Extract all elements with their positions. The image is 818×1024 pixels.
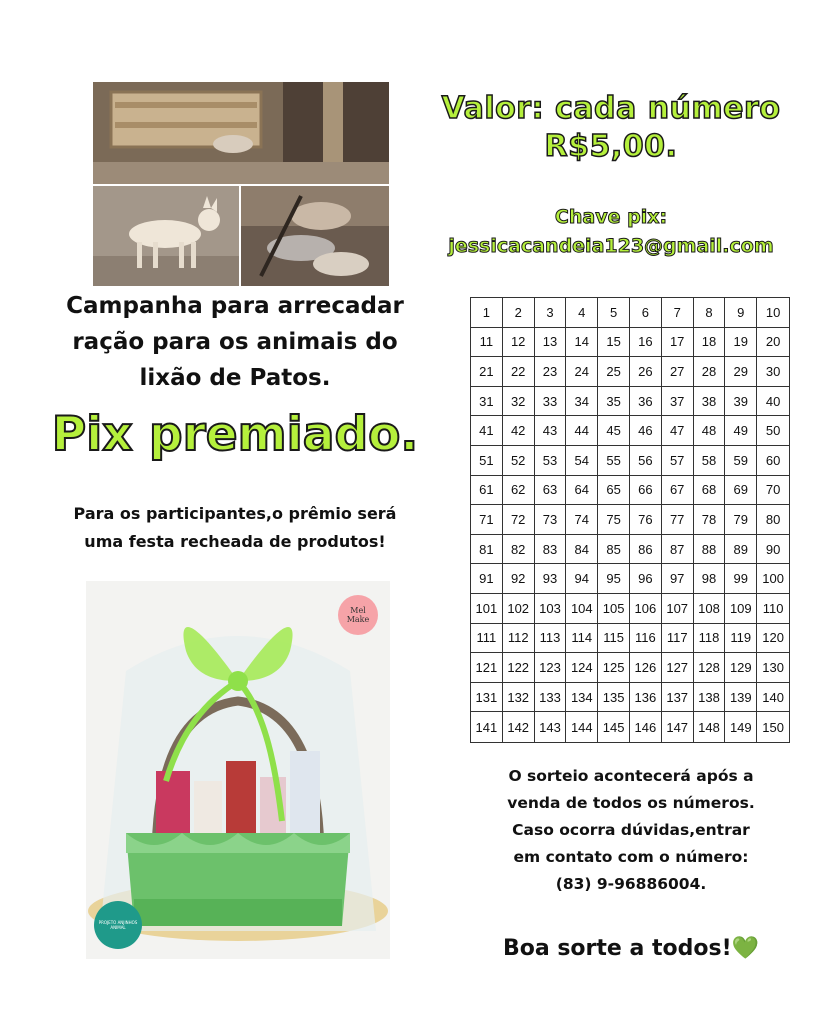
grid-number-cell: 28	[694, 357, 726, 387]
grid-number-cell: 100	[757, 564, 789, 594]
grid-number-cell: 146	[630, 712, 662, 742]
grid-number-cell: 77	[662, 505, 694, 535]
projeto-anjinhos-logo-text: PROJETO ANJINHOS ANIMAL	[98, 920, 138, 930]
grid-number-cell: 115	[598, 624, 630, 654]
grid-number-cell: 40	[757, 387, 789, 417]
grid-number-cell: 94	[566, 564, 598, 594]
grid-number-cell: 74	[566, 505, 598, 535]
pix-key-label: Chave pix:	[554, 206, 668, 228]
grid-number-cell: 86	[630, 535, 662, 565]
campaign-text	[20, 288, 450, 396]
grid-number-cell: 111	[471, 624, 503, 654]
grid-number-cell: 104	[566, 594, 598, 624]
grid-number-cell: 10	[757, 298, 789, 328]
grid-number-cell: 107	[662, 594, 694, 624]
grid-number-cell: 84	[566, 535, 598, 565]
grid-number-cell: 70	[757, 476, 789, 506]
grid-number-cell: 16	[630, 328, 662, 358]
grid-number-cell: 140	[757, 683, 789, 713]
grid-number-cell: 119	[725, 624, 757, 654]
grid-number-cell: 83	[535, 535, 567, 565]
grid-number-cell: 110	[757, 594, 789, 624]
grid-number-cell: 51	[471, 446, 503, 476]
grid-number-cell: 68	[694, 476, 726, 506]
grid-number-cell: 12	[503, 328, 535, 358]
grid-number-cell: 37	[662, 387, 694, 417]
grid-number-cell: 41	[471, 416, 503, 446]
grid-number-cell: 130	[757, 653, 789, 683]
grid-number-cell: 59	[725, 446, 757, 476]
grid-number-cell: 8	[694, 298, 726, 328]
mel-make-logo	[338, 595, 378, 635]
grid-number-cell: 98	[694, 564, 726, 594]
dogs-shelter-photo	[93, 82, 389, 184]
grid-number-cell: 52	[503, 446, 535, 476]
grid-number-cell: 47	[662, 416, 694, 446]
grid-number-cell: 42	[503, 416, 535, 446]
headline: Pix premiado.	[51, 407, 419, 462]
grid-number-cell: 122	[503, 653, 535, 683]
grid-number-cell: 14	[566, 328, 598, 358]
dogs-eating-photo	[241, 186, 389, 286]
grid-number-cell: 4	[566, 298, 598, 328]
grid-number-cell: 134	[566, 683, 598, 713]
grid-number-cell: 11	[471, 328, 503, 358]
grid-number-cell: 44	[566, 416, 598, 446]
grid-number-cell: 114	[566, 624, 598, 654]
grid-number-cell: 66	[630, 476, 662, 506]
grid-number-cell: 76	[630, 505, 662, 535]
grid-number-cell: 125	[598, 653, 630, 683]
grid-number-cell: 36	[630, 387, 662, 417]
grid-number-cell: 46	[630, 416, 662, 446]
grid-number-cell: 1	[471, 298, 503, 328]
grid-number-cell: 65	[598, 476, 630, 506]
grid-number-cell: 145	[598, 712, 630, 742]
grid-number-cell: 135	[598, 683, 630, 713]
grid-number-cell: 109	[725, 594, 757, 624]
grid-number-cell: 20	[757, 328, 789, 358]
grid-number-cell: 128	[694, 653, 726, 683]
grid-number-cell: 55	[598, 446, 630, 476]
grid-number-cell: 56	[630, 446, 662, 476]
mel-make-logo-text: Mel Make	[346, 606, 370, 624]
pix-key-email: jessicacandeia123@gmail.com	[448, 235, 774, 257]
grid-number-cell: 24	[566, 357, 598, 387]
closing-message	[464, 932, 798, 966]
grid-number-cell: 136	[630, 683, 662, 713]
grid-number-cell: 43	[535, 416, 567, 446]
grid-number-cell: 126	[630, 653, 662, 683]
grid-number-cell: 18	[694, 328, 726, 358]
campaign-line: ração para os animais do	[72, 329, 398, 355]
grid-number-cell: 139	[725, 683, 757, 713]
grid-number-cell: 71	[471, 505, 503, 535]
grid-number-cell: 137	[662, 683, 694, 713]
grid-number-cell: 92	[503, 564, 535, 594]
grid-number-cell: 121	[471, 653, 503, 683]
price-value: R$5,00.	[544, 129, 678, 164]
pix-key-block	[416, 203, 806, 261]
price-heading	[416, 90, 806, 166]
grid-number-cell: 25	[598, 357, 630, 387]
grid-number-cell: 26	[630, 357, 662, 387]
grid-number-cell: 150	[762, 719, 784, 735]
grid-number-cell: 102	[503, 594, 535, 624]
grid-number-cell: 142	[503, 712, 535, 742]
draw-info-line: venda de todos os números.	[507, 794, 755, 812]
grid-number-cell: 127	[662, 653, 694, 683]
grid-number-cell: 22	[503, 357, 535, 387]
draw-info-line: em contato com o número:	[513, 848, 749, 866]
grid-number-cell: 91	[471, 564, 503, 594]
grid-number-cell: 69	[725, 476, 757, 506]
grid-number-cell: 106	[630, 594, 662, 624]
grid-number-cell: 63	[535, 476, 567, 506]
grid-number-cell: 72	[503, 505, 535, 535]
grid-number-cell: 78	[694, 505, 726, 535]
stray-dog-photo	[93, 186, 239, 286]
grid-number-cell: 17	[662, 328, 694, 358]
grid-number-cell: 39	[725, 387, 757, 417]
grid-number-cell: 123	[535, 653, 567, 683]
projeto-anjinhos-logo	[94, 901, 142, 949]
grid-number-cell: 21	[471, 357, 503, 387]
gift-basket-photo	[86, 581, 390, 959]
grid-number-cell: 148	[694, 712, 726, 742]
grid-number-cell: 105	[598, 594, 630, 624]
grid-number-cell: 45	[598, 416, 630, 446]
green-heart-icon: 💚	[731, 936, 760, 961]
grid-number-cell: 129	[725, 653, 757, 683]
grid-number-cell: 82	[503, 535, 535, 565]
grid-number-cell: 34	[566, 387, 598, 417]
grid-number-cell: 99	[725, 564, 757, 594]
grid-number-cell: 103	[535, 594, 567, 624]
grid-number-cell: 31	[471, 387, 503, 417]
grid-number-cell: 32	[503, 387, 535, 417]
grid-number-cell: 116	[630, 624, 662, 654]
grid-number-cell: 60	[757, 446, 789, 476]
grid-number-cell: 6	[630, 298, 662, 328]
grid-number-cell: 9	[725, 298, 757, 328]
grid-number-cell: 48	[694, 416, 726, 446]
grid-number-cell: 61	[471, 476, 503, 506]
grid-number-cell: 33	[535, 387, 567, 417]
grid-number-cell: 58	[694, 446, 726, 476]
basket-illustration	[86, 581, 390, 959]
grid-number-cell: 97	[662, 564, 694, 594]
grid-number-cell: 87	[662, 535, 694, 565]
grid-number-cell: 64	[566, 476, 598, 506]
grid-number-cell: 117	[662, 624, 694, 654]
grid-number-cell: 143	[535, 712, 567, 742]
grid-number-cell: 113	[535, 624, 567, 654]
grid-number-cell: 93	[535, 564, 567, 594]
grid-number-cell: 57	[662, 446, 694, 476]
grid-number-cell: 79	[725, 505, 757, 535]
grid-number-cell: 112	[503, 624, 535, 654]
grid-number-cell: 132	[503, 683, 535, 713]
grid-number-cell: 118	[694, 624, 726, 654]
price-label: Valor: cada número	[441, 91, 781, 126]
prize-line: Para os participantes,o prêmio será	[73, 504, 397, 523]
grid-number-cell: 54	[566, 446, 598, 476]
prize-line: uma festa recheada de produtos!	[84, 532, 386, 551]
grid-number-cell: 124	[566, 653, 598, 683]
grid-number-cell: 88	[694, 535, 726, 565]
grid-number-cell: 144	[566, 712, 598, 742]
closing-text: Boa sorte a todos!	[502, 936, 732, 961]
grid-number-cell: 49	[725, 416, 757, 446]
campaign-line: Campanha para arrecadar	[66, 293, 404, 319]
grid-number-cell: 131	[471, 683, 503, 713]
grid-number-cell: 80	[757, 505, 789, 535]
grid-number-cell: 96	[630, 564, 662, 594]
grid-number-cell: 30	[757, 357, 789, 387]
campaign-line: lixão de Patos.	[139, 365, 331, 391]
grid-number-cell: 73	[535, 505, 567, 535]
grid-number-cell: 27	[662, 357, 694, 387]
grid-number-cell: 147	[662, 712, 694, 742]
grid-number-cell: 120	[757, 624, 789, 654]
grid-number-cell: 90	[757, 535, 789, 565]
grid-number-cell: 13	[535, 328, 567, 358]
grid-number-cell: 15	[598, 328, 630, 358]
grid-number-cell: 50	[757, 416, 789, 446]
draw-info-line: O sorteio acontecerá após a	[508, 767, 754, 785]
grid-number-cell: 95	[598, 564, 630, 594]
grid-number-cell: 141	[471, 712, 503, 742]
grid-number-cell: 75	[598, 505, 630, 535]
grid-number-cell: 19	[725, 328, 757, 358]
grid-number-cell: 101	[471, 594, 503, 624]
grid-number-cell: 138	[694, 683, 726, 713]
grid-number-cell: 23	[535, 357, 567, 387]
grid-number-cell: 67	[662, 476, 694, 506]
grid-number-cell: 81	[471, 535, 503, 565]
grid-number-cell: 2	[503, 298, 535, 328]
grid-number-cell: 133	[535, 683, 567, 713]
grid-number-cell: 108	[694, 594, 726, 624]
grid-number-cell: 3	[535, 298, 567, 328]
grid-number-cell: 5	[598, 298, 630, 328]
grid-number-cell: 149	[725, 712, 757, 742]
contact-phone: (83) 9-96886004.	[555, 875, 707, 893]
grid-number-cell: 62	[503, 476, 535, 506]
draw-info-line: Caso ocorra dúvidas,entrar	[512, 821, 750, 839]
draw-info	[464, 763, 798, 898]
grid-number-cell: 35	[598, 387, 630, 417]
grid-number-cell: 29	[725, 357, 757, 387]
grid-number-cell: 85	[598, 535, 630, 565]
grid-number-cell: 89	[725, 535, 757, 565]
number-grid	[470, 297, 790, 743]
grid-number-cell: 53	[535, 446, 567, 476]
grid-number-cell: 38	[694, 387, 726, 417]
grid-number-cell: 7	[662, 298, 694, 328]
prize-text	[20, 500, 450, 556]
